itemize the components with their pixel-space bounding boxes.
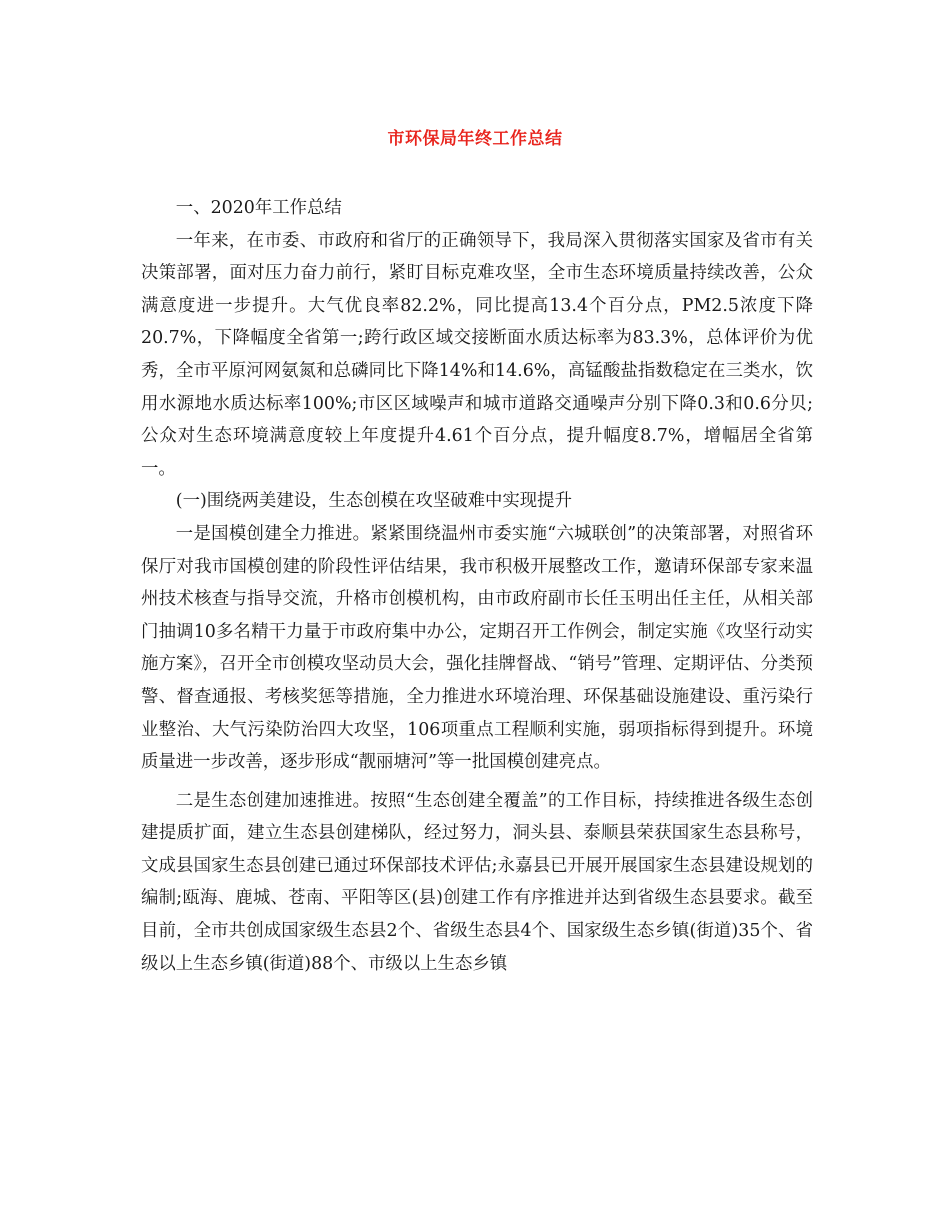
- paragraph-national-model: 一是国模创建全力推进。紧紧围绕温州市委实施“六城联创”的决策部署，对照省环保厅对我市国模创建的阶段性评估结果，我市积极开展整改工作，邀请环保部专家来温州技术核查与指导交流，升格市创模机构，由市政府副市长任玉明出任主任，从相关部门抽调10多名精干力量于市政府集中办公，定期召开工作例会，制定实施《攻坚行动实施方案》，召开全市创模攻坚动员大会，强化挂牌督战、“销号”管理、定期评估、分类预警、督查通报、考核奖惩等措施，全力推进水环境治理、环保基础设施建设、重污染行业整治、大气污染防治四大攻坚，106项重点工程顺利实施，弱项指标得到提升。环境质量进一步改善，逐步形成“靓丽塘河”等一批国模创建亮点。: [141, 523, 813, 773]
- section-heading: 一、2020年工作总结: [175, 198, 342, 218]
- paragraph-ecological-creation: 二是生态创建加速推进。按照“生态创建全覆盖”的工作目标，持续推进各级生态创建提质扩面，建立生态县创建梯队，经过努力，洞头县、泰顺县荣获国家生态县称号，文成县国家生态县创建已通过环保部技术评估;永嘉县已开展开展国家生态县建设规划的编制;瓯海、鹿城、苍南、平阳等区(县)创建工作有序推进并达到省级生态县要求。截至目前，全市共创成国家级生态县2个、省级生态县4个、国家级生态乡镇(街道)35个、省级以上生态乡镇(街道)88个、市级以上生态乡镇: [141, 790, 813, 974]
- document-body: [141, 192, 813, 980]
- subsection-heading: (一)围绕两美建设，生态创模在攻坚破难中实现提升: [175, 491, 572, 512]
- paragraph-summary: 一年来，在市委、市政府和省厅的正确领导下，我局深入贯彻落实国家及省市有关决策部署，面对压力奋力前行，紧盯目标克难攻坚，全市生态环境质量持续改善，公众满意度进一步提升。大气优良率82.2%，同比提高13.4个百分点，PM2.5浓度下降20.7%，下降幅度全省第一;跨行政区域交接断面水质达标率为83.3%，总体评价为优秀，全市平原河网氨氮和总磷同比下降14%和14.6%，高锰酸盐指数稳定在三类水，饮用水源地水质达标率100%;市区区域噪声和城市道路交通噪声分别下降0.3和0.6分贝;公众对生态环境满意度较上年度提升4.61个百分点，提升幅度8.7%，增幅居全省第一。: [141, 230, 813, 479]
- document-title: 市环保局年终工作总结: [387, 129, 563, 149]
